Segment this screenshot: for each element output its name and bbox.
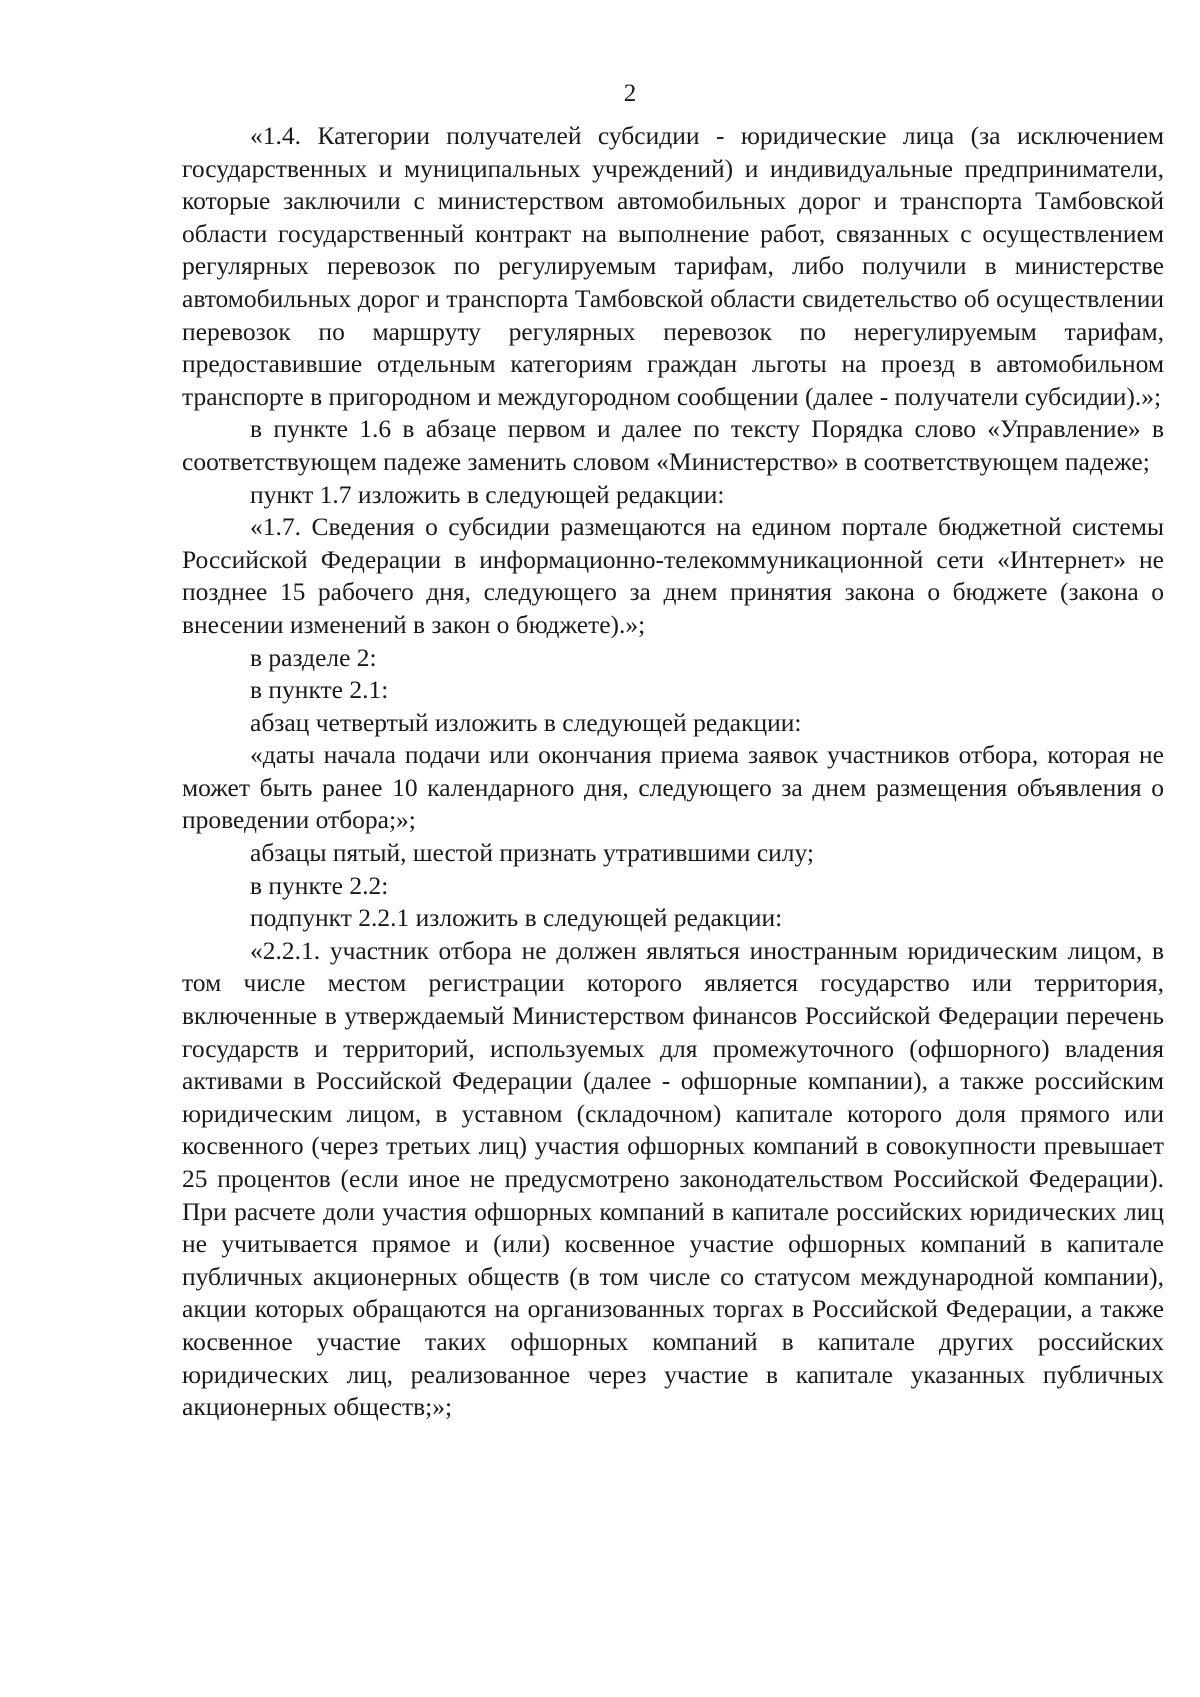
paragraph-1-6-amendment: в пункте 1.6 в абзаце первом и далее по тексту Порядка слово «Управление» в соответствующем падеже заменить словом «Министерство» в соответствующем падеже; <box>182 414 1164 476</box>
paragraph-2-1: в пункте 2.1: <box>250 675 389 705</box>
document-body <box>182 120 1164 1424</box>
page-number: 2 <box>623 80 637 107</box>
paragraph-1-7-intro: пункт 1.7 изложить в следующей редакции: <box>250 479 725 509</box>
paragraph-2-1-fourth-intro: абзац четвертый изложить в следующей редакции: <box>250 707 802 737</box>
paragraph-1-7-text: «1.7. Сведения о субсидии размещаются на едином портале бюджетной системы Российской Федерации в информационно-телекоммуникационной сети «Интернет» не позднее 15 рабочего дня, следующего за днем принятия закона о бюджете (закона о внесении изменений в закон о бюджете).»; <box>182 512 1164 639</box>
paragraph-2-2-1-text: «2.2.1. участник отбора не должен являться иностранным юридическим лицом, в том числе местом регистрации которого является государство или территория, включенные в утверждаемый Министерством финансов Российской Федерации перечень государств и территорий, используемых для промежуточного (офшорного) владения активами в Российской Федерации (далее - офшорные компании), а также российским юридическим лицом, в уставном (складочном) капитале которого доля прямого или косвенного (через третьих лиц) участия офшорных компаний в совокупности превышает 25 процентов (если иное не предусмотрено законодательством Российской Федерации). При расчете доли участия офшорных компаний в капитале российских юридических лиц не учитывается прямое и (или) косвенное участие офшорных компаний в капитале публичных акционерных обществ (в том числе со статусом международной компании), акции которых обращаются на организованных торгах в Российской Федерации, а также косвенное участие таких офшорных компаний в капитале других российских юридических лиц, реализованное через участие в капитале указанных публичных акционерных обществ;»; <box>182 935 1164 1422</box>
paragraph-2-1-void: абзацы пятый, шестой признать утратившими силу; <box>250 838 815 868</box>
paragraph-2-1-fourth-text: «даты начала подачи или окончания приема заявок участников отбора, которая не может быть ранее 10 календарного дня, следующего за днем размещения объявления о проведении отбора;»; <box>182 740 1164 835</box>
paragraph-section-2: в разделе 2: <box>250 642 377 672</box>
paragraph-2-2: в пункте 2.2: <box>250 870 389 900</box>
paragraph-1-4-recipients: «1.4. Категории получателей субсидии - юридические лица (за исключением государственных и муниципальных учреждений) и индивидуальные предприниматели, которые заключили с министерством автомобильных дорог и транспорта Тамбовской области государственный контракт на выполнение работ, связанных с осуществлением регулярных перевозок по регулируемым тарифам, либо получили в министерстве автомобильных дорог и транспорта Тамбовской области свидетельство об осуществлении перевозок по маршруту регулярных перевозок по нерегулируемым тарифам, предоставившие отдельным категориям граждан льготы на проезд в автомобильном транспорте в пригородном и междугородном сообщении (далее - получатели субсидии).»; <box>182 121 1164 411</box>
paragraph-2-2-1-intro: подпункт 2.2.1 изложить в следующей редакции: <box>250 903 783 933</box>
